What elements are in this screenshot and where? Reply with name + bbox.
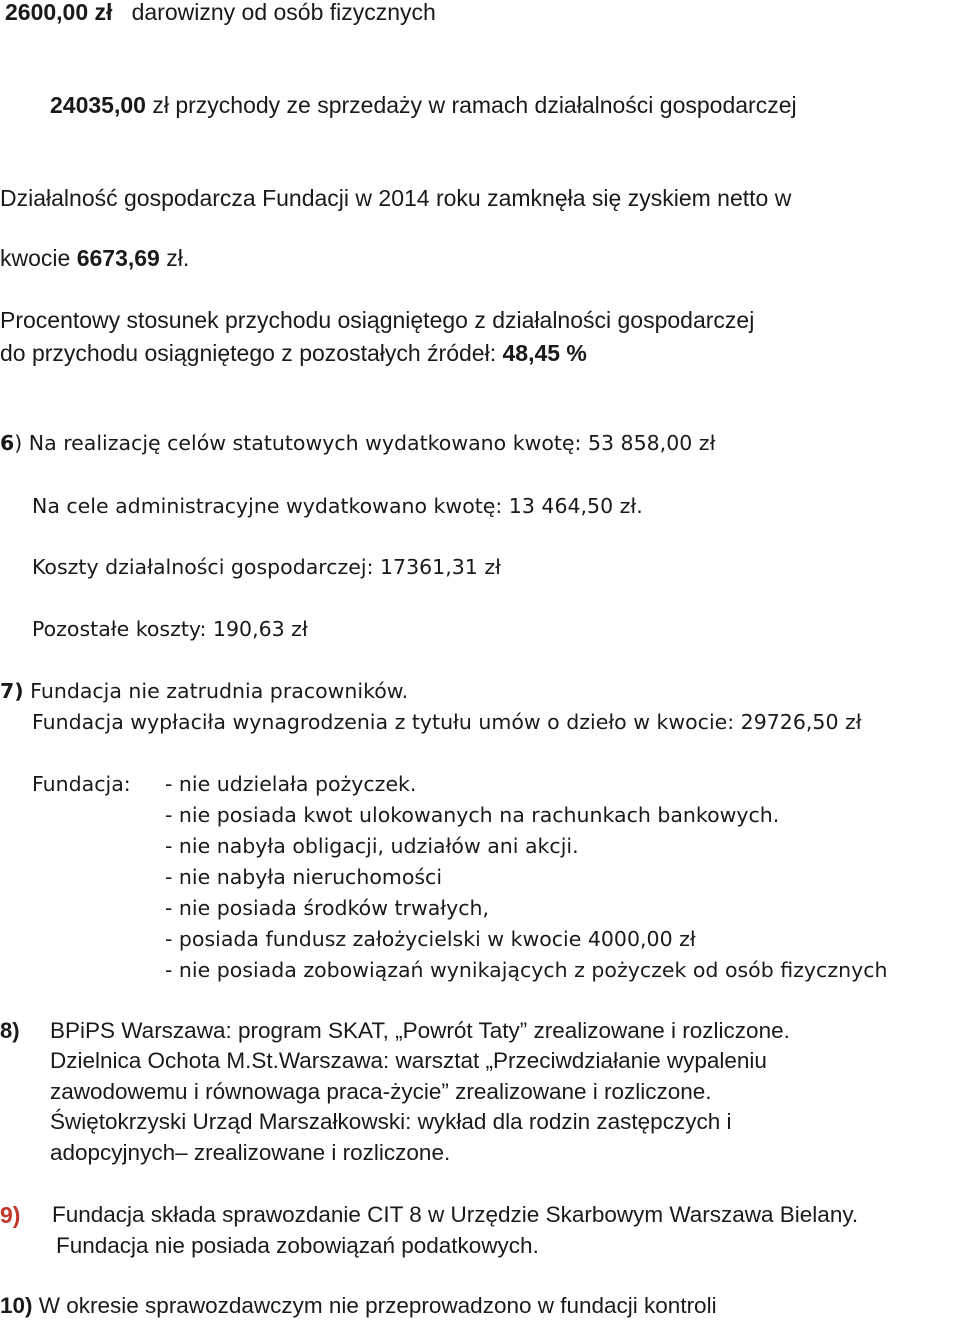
section-6-number: 6 bbox=[0, 431, 15, 455]
list-item: - nie posiada kwot ulokowanych na rachunkach bankowych. bbox=[165, 803, 780, 827]
section-7-text: Fundacja nie zatrudnia pracowników. bbox=[23, 679, 409, 703]
list-item: - nie nabyła obligacji, udziałów ani akcji. bbox=[165, 834, 579, 858]
section-6-line-2: Na cele administracyjne wydatkowano kwotę: 13 464,50 zł. bbox=[32, 494, 643, 518]
list-item: - nie posiada środków trwałych, bbox=[165, 896, 490, 920]
profit-suffix: zł. bbox=[159, 245, 190, 271]
donations-currency: zł bbox=[94, 0, 113, 25]
line-donations bbox=[5, 0, 436, 26]
section-9-line-1: Fundacja składa sprawozdanie CIT 8 w Urzędzie Skarbowym Warszawa Bielany. bbox=[52, 1202, 859, 1227]
ratio-line-1: Procentowy stosunek przychodu osiągniętego z działalności gospodarczej bbox=[0, 307, 755, 333]
donations-amount: 2600,00 bbox=[5, 0, 89, 25]
donations-text: darowizny od osób fizycznych bbox=[131, 0, 436, 25]
section-10-text: W okresie sprawozdawczym nie przeprowadzono w fundacji kontroli bbox=[32, 1293, 717, 1318]
list-item: - nie nabyła nieruchomości bbox=[165, 865, 443, 889]
section-6-line-1 bbox=[0, 429, 715, 457]
section-6-line-3: Koszty działalności gospodarczej: 17361,31 zł bbox=[32, 555, 501, 579]
section-9-number: 9) bbox=[0, 1202, 21, 1228]
line-sales bbox=[50, 91, 797, 119]
profit-line-1: Działalność gospodarcza Fundacji w 2014 roku zamknęła się zyskiem netto w bbox=[0, 185, 792, 211]
ratio-line-2 bbox=[0, 339, 587, 367]
list-item: - nie posiada zobowiązań wynikających z pożyczek od osób fizycznych bbox=[165, 958, 888, 982]
section-7-line-1 bbox=[0, 677, 408, 705]
section-8-line: BPiPS Warszawa: program SKAT, „Powrót Taty” zrealizowane i rozliczone. bbox=[50, 1018, 790, 1043]
sales-text: zł przychody ze sprzedaży w ramach działalności gospodarczej bbox=[152, 92, 797, 118]
ratio-value: 48,45 % bbox=[502, 340, 587, 366]
list-item: - posiada fundusz założycielski w kwocie 4000,00 zł bbox=[165, 927, 696, 951]
section-8-line: zawodowemu i równowaga praca-życie” zrealizowane i rozliczone. bbox=[50, 1079, 712, 1104]
section-10-line bbox=[0, 1292, 717, 1320]
ratio-text: do przychodu osiągniętego z pozostałych źródeł: bbox=[0, 340, 503, 366]
sales-amount: 24035,00 bbox=[50, 92, 146, 118]
fundacja-label: Fundacja: bbox=[32, 772, 131, 796]
section-6-line-4: Pozostałe koszty: 190,63 zł bbox=[32, 617, 308, 641]
profit-prefix: kwocie bbox=[0, 245, 77, 271]
section-7-number: 7) bbox=[0, 679, 24, 703]
section-7-line-2: Fundacja wypłaciła wynagrodzenia z tytułu umów o dzieło w kwocie: 29726,50 zł bbox=[32, 710, 862, 734]
section-8-number: 8) bbox=[0, 1018, 20, 1043]
section-8-line: Dzielnica Ochota M.St.Warszawa: warsztat „Przeciwdziałanie wypaleniu bbox=[50, 1048, 767, 1073]
list-item: - nie udzielała pożyczek. bbox=[165, 772, 417, 796]
section-10-number: 10) bbox=[0, 1293, 33, 1318]
section-8-line: adopcyjnych– zrealizowane i rozliczone. bbox=[50, 1140, 451, 1165]
section-9-line-2: Fundacja nie posiada zobowiązań podatkowych. bbox=[56, 1233, 539, 1258]
section-8-line: Świętokrzyski Urząd Marszałkowski: wykład dla rodzin zastępczych i bbox=[50, 1109, 732, 1134]
profit-amount: 6673,69 bbox=[76, 245, 160, 271]
section-6-text: ) Na realizację celów statutowych wydatkowano kwotę: 53 858,00 zł bbox=[14, 431, 716, 455]
profit-line-2 bbox=[0, 244, 189, 272]
